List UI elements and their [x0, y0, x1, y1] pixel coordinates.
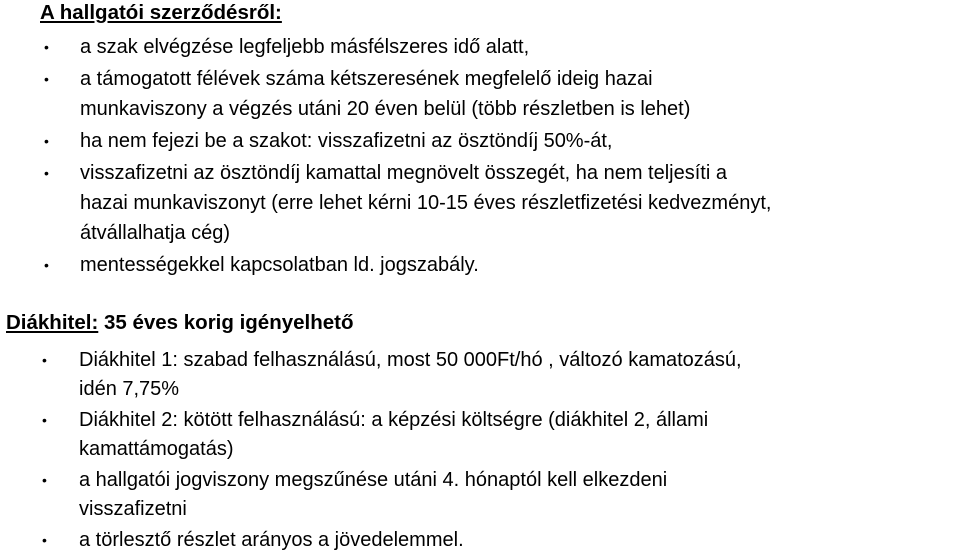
list-item-line: kamattámogatás) — [79, 438, 234, 460]
list-item-line: a hallgatói jogviszony megszűnése utáni 4. hónaptól kell elkezdeni — [79, 469, 668, 491]
list-item-line: átvállalhatja cég) — [80, 222, 231, 244]
list-item-line: a támogatott félévek száma kétszeresének megfelelő ideig hazai — [80, 68, 653, 90]
list-item-line: Diákhitel 2: kötött felhasználású: a képzési költségre (diákhitel 2, állami — [79, 409, 709, 431]
list-item-line: hazai munkaviszonyt (erre lehet kérni 10-15 éves részletfizetési kedvezményt, — [80, 192, 772, 214]
bullet-icon: • — [42, 352, 47, 368]
bullet-icon: • — [42, 412, 47, 428]
list-item — [0, 466, 742, 524]
list-item — [0, 346, 742, 404]
list-item — [0, 126, 771, 156]
list-item — [0, 64, 771, 124]
student-loan-heading — [0, 310, 742, 336]
student-contract-list — [0, 32, 771, 280]
list-item — [0, 32, 771, 62]
list-item-line: visszafizetni az ösztöndíj kamattal megnövelt összegét, ha nem teljesíti a — [80, 162, 727, 184]
list-item-line: idén 7,75% — [79, 378, 180, 400]
bullet-icon: • — [44, 39, 49, 55]
list-item-line: a törlesztő részlet arányos a jövedelemmel. — [79, 529, 464, 551]
list-item — [0, 526, 742, 555]
list-item-line: ha nem fejezi be a szakot: visszafizetni az ösztöndíj 50%-át, — [80, 130, 613, 152]
list-item-line: visszafizetni — [79, 498, 187, 520]
student-loan-list — [0, 346, 742, 555]
bullet-icon: • — [42, 532, 47, 548]
list-item-line: munkaviszony a végzés utáni 20 éven belül (több részletben is lehet) — [80, 98, 691, 120]
student-contract-section — [0, 0, 771, 282]
list-item-line: Diákhitel 1: szabad felhasználású, most 50 000Ft/hó , változó kamatozású, — [79, 349, 742, 371]
bullet-icon: • — [44, 133, 49, 149]
list-item-line: a szak elvégzése legfeljebb másfélszeres idő alatt, — [80, 36, 530, 58]
student-loan-section — [0, 310, 742, 557]
bullet-icon: • — [44, 165, 49, 181]
bullet-icon: • — [44, 257, 49, 273]
list-item — [0, 250, 771, 280]
student-loan-heading-text: 35 éves korig igényelhető — [98, 311, 354, 334]
bullet-icon: • — [44, 71, 49, 87]
student-contract-heading: A hallgatói szerződésről: — [40, 1, 282, 24]
bullet-icon: • — [42, 472, 47, 488]
list-item — [0, 406, 742, 464]
student-loan-heading-label: Diákhitel: — [6, 311, 99, 334]
list-item-line: mentességekkel kapcsolatban ld. jogszabály. — [80, 254, 479, 276]
list-item — [0, 158, 771, 248]
